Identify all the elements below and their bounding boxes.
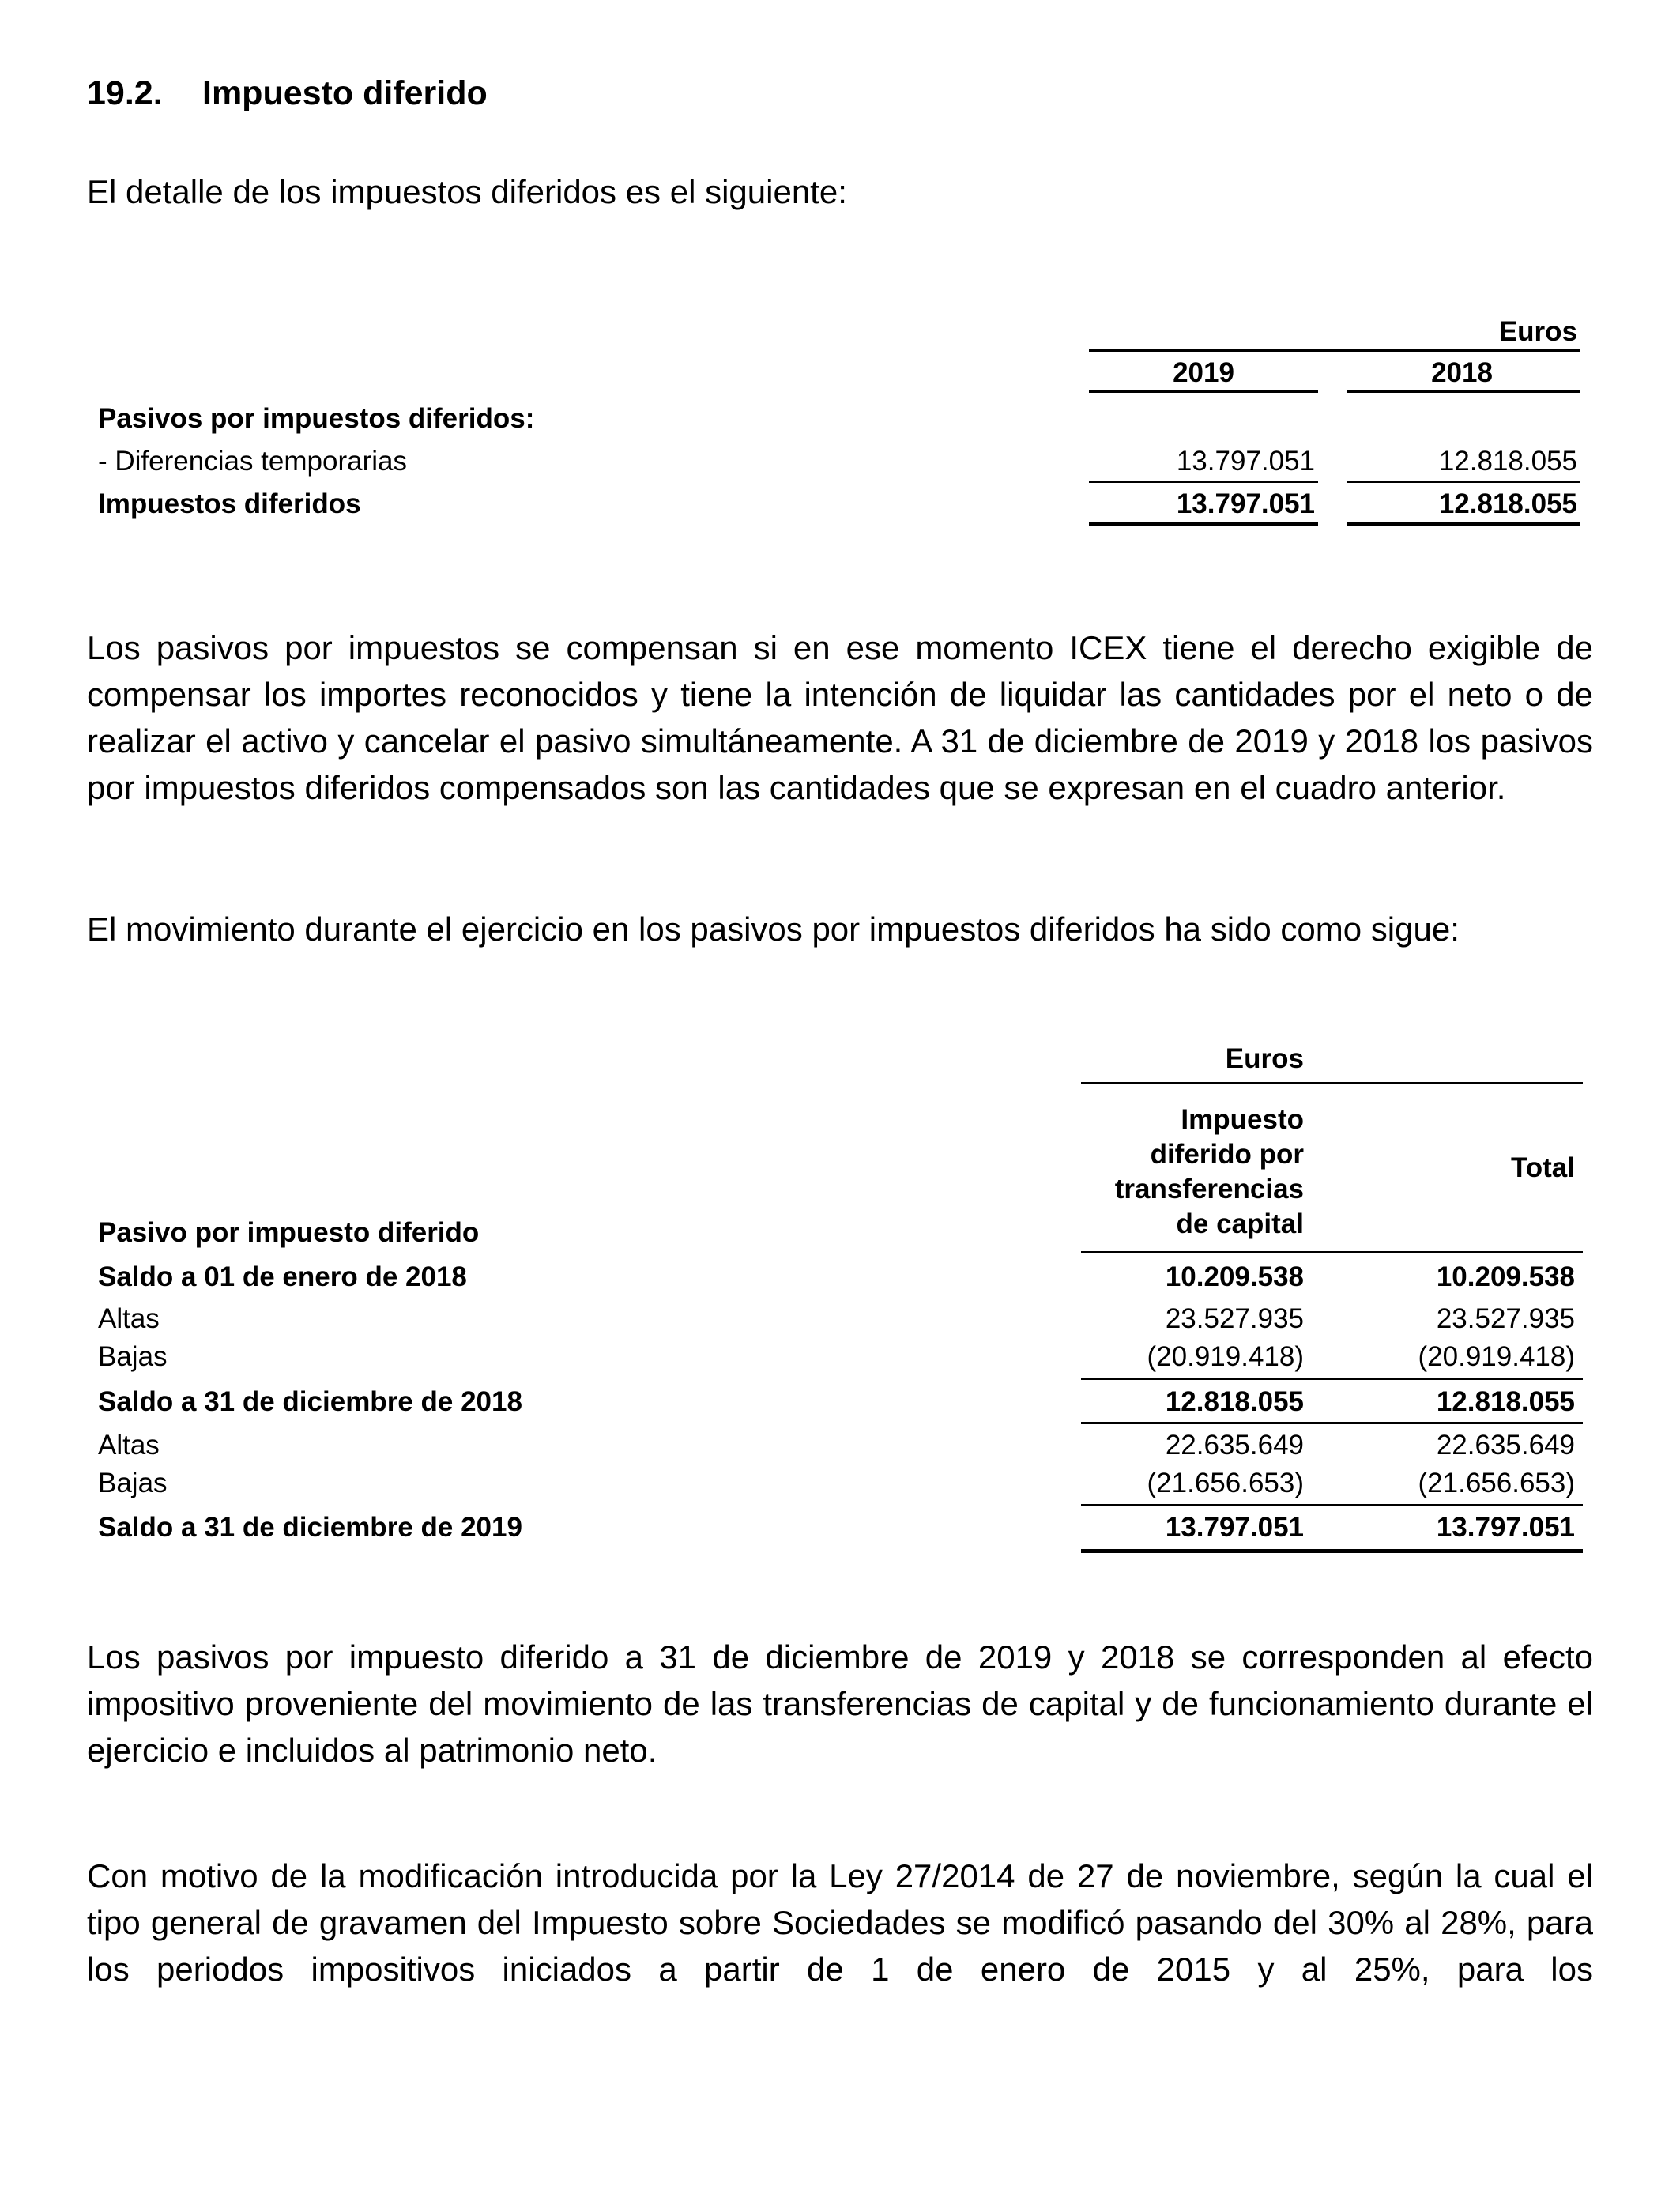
table2-row-value-total: 22.635.649	[1436, 1430, 1575, 1461]
table2-row-value-col1: 23.527.935	[1165, 1303, 1304, 1334]
table1-section-label: Pasivos por impuestos diferidos:	[98, 403, 535, 434]
table2-row-value-total: (20.919.418)	[1418, 1341, 1575, 1372]
table2-row-label: Altas	[98, 1430, 160, 1461]
table1-subtotal-rule-2018	[1347, 481, 1580, 483]
table2-row-value-col1: (21.656.653)	[1147, 1468, 1304, 1498]
section-heading	[0, 74, 1680, 114]
table2-row-header: Pasivo por impuesto diferido	[98, 1217, 480, 1248]
table1-total-value-2019: 13.797.051	[1176, 488, 1315, 519]
table2-row-value-col1: 13.797.051	[1165, 1512, 1304, 1543]
table2-body-top-rule	[1081, 1251, 1583, 1253]
intro-paragraph-2: El movimiento durante el ejercicio en los pasivos por impuestos diferidos ha sido como sigue:	[87, 910, 1460, 948]
intro-paragraph-1: El detalle de los impuestos diferidos es el siguiente:	[87, 173, 847, 210]
table2-row-label: Saldo a 31 de diciembre de 2018	[98, 1386, 522, 1417]
table2-row-value-col1: 12.818.055	[1165, 1386, 1304, 1417]
table2-row-label: Saldo a 31 de diciembre de 2019	[98, 1512, 522, 1543]
table2-row-label: Saldo a 01 de enero de 2018	[98, 1261, 467, 1292]
table2-col1-header-line: de capital	[1176, 1208, 1304, 1239]
table2-row-value-total: 13.797.051	[1436, 1512, 1575, 1543]
table2-row-value-total: (21.656.653)	[1418, 1468, 1575, 1498]
table2-row-value-total: 12.818.055	[1436, 1386, 1575, 1417]
origin-explanation-paragraph: Los pasivos por impuesto diferido a 31 de diciembre de 2019 y 2018 se corresponden al efecto impositivo proveniente del movimiento de las transferencias de capital y de funcionamiento durante el ejercicio e incluidos al patrimonio neto.	[87, 1638, 1593, 1769]
section-number: 19.2.	[87, 74, 163, 112]
table2-col1-header	[1083, 1103, 1304, 1242]
section-title: Impuesto diferido	[202, 74, 488, 112]
table2-row-value-col1: 22.635.649	[1165, 1430, 1304, 1461]
table1-header-rule	[1089, 349, 1580, 352]
table2-col1-header-line: Impuesto	[1181, 1104, 1304, 1135]
table1-total-value-2018: 12.818.055	[1438, 488, 1577, 519]
table2-col1-header-line: diferido por	[1150, 1139, 1304, 1170]
table1-col-2018: 2018	[1431, 357, 1493, 388]
table1-col-2019: 2019	[1173, 357, 1234, 388]
table2-col1-header-line: transferencias	[1114, 1174, 1304, 1204]
table1-currency: Euros	[1498, 316, 1577, 347]
table2-total-top-rule	[1081, 1504, 1583, 1506]
table2-row-label: Bajas	[98, 1468, 168, 1498]
table1-total-rule-2019	[1089, 522, 1318, 526]
table1-row-value-2019: 13.797.051	[1176, 446, 1315, 477]
table2-header-rule	[1081, 1082, 1583, 1084]
table1-total-label: Impuestos diferidos	[98, 488, 361, 519]
table2-row-value-total: 10.209.538	[1436, 1261, 1575, 1292]
tax-rate-paragraph: Con motivo de la modificación introducida por la Ley 27/2014 de 27 de noviembre, según la cual el tipo general de gravamen del Impuesto sobre Sociedades se modificó pasando del 30% al 28%, para los periodos impositivos iniciados a partir de 1 de enero de 2015 y al 25%, para los	[87, 1857, 1593, 1988]
table2-total-bottom-rule	[1081, 1549, 1583, 1553]
table1-col-2019-rule	[1089, 390, 1318, 393]
table2-row-label: Bajas	[98, 1341, 168, 1372]
table2-row-label: Altas	[98, 1303, 160, 1334]
table2-row-value-total: 23.527.935	[1436, 1303, 1575, 1334]
table2-subtotal-under-rule	[1081, 1422, 1583, 1424]
table1-row-label: - Diferencias temporarias	[98, 446, 407, 477]
table1-subtotal-rule-2019	[1089, 481, 1318, 483]
table2-col2-header: Total	[1510, 1152, 1575, 1183]
table2-row-value-col1: 10.209.538	[1165, 1261, 1304, 1292]
table1-total-rule-2018	[1347, 522, 1580, 526]
table1-row-value-2018: 12.818.055	[1438, 446, 1577, 477]
table2-subtotal-rule	[1081, 1378, 1583, 1380]
table2-currency: Euros	[1225, 1043, 1304, 1074]
table1-col-2018-rule	[1347, 390, 1580, 393]
offset-explanation-paragraph: Los pasivos por impuestos se compensan si en ese momento ICEX tiene el derecho exigible de compensar los importes reconocidos y tiene la intención de liquidar las cantidades por el neto o de realizar el activo y cancelar el pasivo simultáneamente. A 31 de diciembre de 2019 y 2018 los pasivos por impuestos diferidos compensados son las cantidades que se expresan en el cuadro anterior.	[87, 629, 1593, 806]
table2-row-value-col1: (20.919.418)	[1147, 1341, 1304, 1372]
